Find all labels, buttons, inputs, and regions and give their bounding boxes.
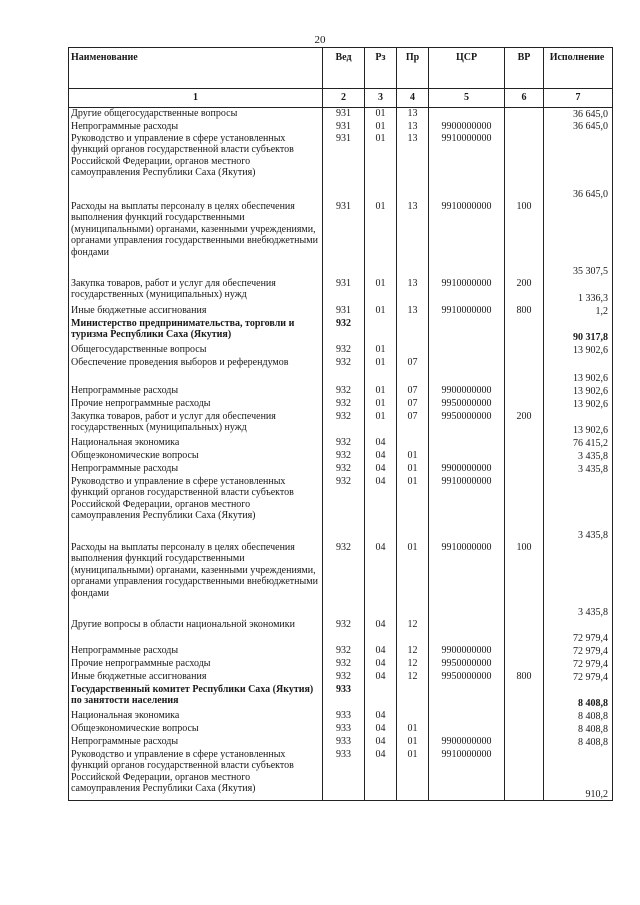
row-amount: 8 408,8 <box>544 684 613 710</box>
row-amount: 13 902,6 <box>544 344 613 357</box>
row-csr <box>429 357 505 385</box>
row-vr: 800 <box>505 305 544 318</box>
row-csr: 9950000000 <box>429 658 505 671</box>
row-ved: 933 <box>323 684 365 710</box>
row-pr: 12 <box>397 645 429 658</box>
row-amount: 13 902,6 <box>544 411 613 437</box>
table-row <box>69 671 613 684</box>
row-ved: 933 <box>323 736 365 749</box>
row-ved: 932 <box>323 671 365 684</box>
row-name: Прочие непрограммные расходы <box>69 398 323 411</box>
row-name: Общеэкономические вопросы <box>69 723 323 736</box>
row-vr: 100 <box>505 542 544 619</box>
row-rz: 01 <box>365 398 397 411</box>
header-rz: Рз <box>365 48 397 89</box>
row-pr: 13 <box>397 121 429 133</box>
row-rz: 01 <box>365 385 397 398</box>
row-name: Другие общегосударственные вопросы <box>69 108 323 121</box>
table-row <box>69 201 613 278</box>
row-rz: 04 <box>365 542 397 619</box>
row-amount: 90 317,8 <box>544 318 613 344</box>
row-amount: 3 435,8 <box>544 463 613 476</box>
row-amount: 3 435,8 <box>544 476 613 542</box>
row-pr: 01 <box>397 749 429 801</box>
table-body <box>69 108 613 801</box>
row-pr: 01 <box>397 736 429 749</box>
row-ved: 932 <box>323 645 365 658</box>
table-row <box>69 542 613 619</box>
header-csr: ЦСР <box>429 48 505 89</box>
row-rz: 01 <box>365 357 397 385</box>
row-name: Общеэкономические вопросы <box>69 450 323 463</box>
column-number: 4 <box>397 89 429 108</box>
row-vr: 800 <box>505 671 544 684</box>
row-rz: 04 <box>365 463 397 476</box>
column-number: 2 <box>323 89 365 108</box>
row-vr: 200 <box>505 278 544 305</box>
row-pr: 13 <box>397 305 429 318</box>
row-vr <box>505 385 544 398</box>
row-csr <box>429 344 505 357</box>
table-row <box>69 411 613 437</box>
header-ved: Вед <box>323 48 365 89</box>
row-pr: 13 <box>397 201 429 278</box>
row-pr: 12 <box>397 658 429 671</box>
row-ved: 932 <box>323 437 365 450</box>
row-pr: 12 <box>397 671 429 684</box>
row-ved: 931 <box>323 133 365 201</box>
row-name: Другие вопросы в области национальной экономики <box>69 619 323 645</box>
row-pr: 07 <box>397 411 429 437</box>
row-vr: 100 <box>505 201 544 278</box>
table-row <box>69 133 613 201</box>
row-name: Руководство и управление в сфере установленных функций органов государственной власти субъектов Российской Федерации, органов местного самоуправления Республики Саха (Якутия) <box>69 749 323 801</box>
row-amount: 72 979,4 <box>544 671 613 684</box>
row-pr: 13 <box>397 278 429 305</box>
row-amount: 8 408,8 <box>544 710 613 723</box>
row-rz: 04 <box>365 619 397 645</box>
row-ved: 932 <box>323 463 365 476</box>
row-vr <box>505 749 544 801</box>
row-ved: 932 <box>323 344 365 357</box>
row-amount: 8 408,8 <box>544 736 613 749</box>
row-rz: 01 <box>365 121 397 133</box>
row-csr <box>429 450 505 463</box>
row-csr <box>429 619 505 645</box>
row-csr: 9910000000 <box>429 201 505 278</box>
row-rz: 01 <box>365 108 397 121</box>
table-row <box>69 710 613 723</box>
row-name: Национальная экономика <box>69 710 323 723</box>
row-ved: 932 <box>323 398 365 411</box>
row-ved: 933 <box>323 710 365 723</box>
row-name: Прочие непрограммные расходы <box>69 658 323 671</box>
row-csr <box>429 723 505 736</box>
row-csr: 9900000000 <box>429 463 505 476</box>
header-pr: Пр <box>397 48 429 89</box>
row-amount: 8 408,8 <box>544 723 613 736</box>
table-row <box>69 450 613 463</box>
row-name: Национальная экономика <box>69 437 323 450</box>
table-row <box>69 437 613 450</box>
row-rz: 01 <box>365 201 397 278</box>
row-vr <box>505 108 544 121</box>
row-csr: 9910000000 <box>429 749 505 801</box>
row-rz: 01 <box>365 411 397 437</box>
row-name: Обеспечение проведения выборов и референдумов <box>69 357 323 385</box>
row-name: Министерство предпринимательства, торговли и туризма Республики Саха (Якутия) <box>69 318 323 344</box>
row-csr <box>429 318 505 344</box>
table-row <box>69 476 613 542</box>
table-row <box>69 278 613 305</box>
table-row <box>69 684 613 710</box>
row-pr <box>397 684 429 710</box>
table-row <box>69 619 613 645</box>
row-ved: 932 <box>323 476 365 542</box>
row-vr <box>505 344 544 357</box>
row-pr <box>397 710 429 723</box>
row-csr: 9910000000 <box>429 278 505 305</box>
table-row <box>69 344 613 357</box>
row-rz: 01 <box>365 344 397 357</box>
row-vr <box>505 133 544 201</box>
row-ved: 932 <box>323 450 365 463</box>
header-amount: Исполнение <box>544 48 613 89</box>
row-vr <box>505 619 544 645</box>
row-csr: 9910000000 <box>429 542 505 619</box>
table-header <box>69 48 613 108</box>
row-name: Непрограммные расходы <box>69 645 323 658</box>
row-vr <box>505 357 544 385</box>
row-rz: 04 <box>365 710 397 723</box>
row-name: Иные бюджетные ассигнования <box>69 671 323 684</box>
row-name: Расходы на выплаты персоналу в целях обеспечения выполнения функций государственными (муниципальными) органами, казенными учреждениями, органами управления государственными внебюджетными фондами <box>69 201 323 278</box>
header-name: Наименование <box>69 48 323 89</box>
row-pr <box>397 318 429 344</box>
column-number: 5 <box>429 89 505 108</box>
row-name: Государственный комитет Республики Саха (Якутия) по занятости населения <box>69 684 323 710</box>
row-ved: 931 <box>323 108 365 121</box>
table-row <box>69 357 613 385</box>
row-csr: 9910000000 <box>429 476 505 542</box>
row-pr: 07 <box>397 357 429 385</box>
row-ved: 932 <box>323 542 365 619</box>
header-row <box>69 48 613 89</box>
row-pr: 01 <box>397 450 429 463</box>
table-row <box>69 749 613 801</box>
column-number: 3 <box>365 89 397 108</box>
row-name: Руководство и управление в сфере установленных функций органов государственной власти субъектов Российской Федерации, органов местного самоуправления Республики Саха (Якутия) <box>69 476 323 542</box>
row-rz: 04 <box>365 645 397 658</box>
row-rz: 04 <box>365 749 397 801</box>
page-number: 20 <box>314 34 326 46</box>
row-vr <box>505 450 544 463</box>
row-vr: 200 <box>505 411 544 437</box>
row-amount: 36 645,0 <box>544 133 613 201</box>
row-ved: 931 <box>323 201 365 278</box>
row-csr: 9950000000 <box>429 671 505 684</box>
table-row <box>69 463 613 476</box>
row-ved: 932 <box>323 411 365 437</box>
column-number: 6 <box>505 89 544 108</box>
row-ved: 931 <box>323 278 365 305</box>
row-csr: 9950000000 <box>429 398 505 411</box>
row-ved: 933 <box>323 749 365 801</box>
row-vr <box>505 463 544 476</box>
row-csr: 9910000000 <box>429 305 505 318</box>
row-vr <box>505 736 544 749</box>
row-pr <box>397 344 429 357</box>
row-ved: 932 <box>323 357 365 385</box>
row-ved: 931 <box>323 121 365 133</box>
row-amount: 72 979,4 <box>544 619 613 645</box>
row-ved: 932 <box>323 658 365 671</box>
row-csr <box>429 437 505 450</box>
row-name: Руководство и управление в сфере установленных функций органов государственной власти субъектов Российской Федерации, органов местного самоуправления Республики Саха (Якутия) <box>69 133 323 201</box>
row-name: Расходы на выплаты персоналу в целях обеспечения выполнения функций государственными (муниципальными) органами, казенными учреждениями, органами управления государственными внебюджетными фондами <box>69 542 323 619</box>
row-pr: 01 <box>397 476 429 542</box>
header-vr: ВР <box>505 48 544 89</box>
table-row <box>69 398 613 411</box>
row-csr: 9950000000 <box>429 411 505 437</box>
row-amount: 35 307,5 <box>544 201 613 278</box>
row-rz: 04 <box>365 723 397 736</box>
row-ved: 931 <box>323 305 365 318</box>
row-amount: 3 435,8 <box>544 450 613 463</box>
row-name: Непрограммные расходы <box>69 736 323 749</box>
table-row <box>69 318 613 344</box>
table-row <box>69 736 613 749</box>
table-row <box>69 645 613 658</box>
budget-table-container <box>68 47 613 801</box>
row-rz: 01 <box>365 278 397 305</box>
row-csr <box>429 710 505 723</box>
row-rz <box>365 318 397 344</box>
row-csr: 9900000000 <box>429 385 505 398</box>
column-number: 7 <box>544 89 613 108</box>
table-row <box>69 723 613 736</box>
row-rz: 04 <box>365 658 397 671</box>
row-name: Непрограммные расходы <box>69 463 323 476</box>
row-name: Закупка товаров, работ и услуг для обеспечения государственных (муниципальных) нужд <box>69 278 323 305</box>
row-pr: 13 <box>397 133 429 201</box>
row-amount: 3 435,8 <box>544 542 613 619</box>
row-pr: 07 <box>397 398 429 411</box>
row-ved: 933 <box>323 723 365 736</box>
row-pr: 01 <box>397 542 429 619</box>
row-vr <box>505 645 544 658</box>
row-csr: 9900000000 <box>429 645 505 658</box>
row-vr <box>505 658 544 671</box>
row-csr: 9900000000 <box>429 121 505 133</box>
table-row <box>69 305 613 318</box>
row-pr: 12 <box>397 619 429 645</box>
table-row <box>69 658 613 671</box>
row-pr: 01 <box>397 463 429 476</box>
row-vr <box>505 710 544 723</box>
row-ved: 932 <box>323 318 365 344</box>
row-amount: 1 336,3 <box>544 278 613 305</box>
row-vr <box>505 398 544 411</box>
row-vr <box>505 437 544 450</box>
row-amount: 36 645,0 <box>544 108 613 121</box>
row-amount: 72 979,4 <box>544 645 613 658</box>
row-amount: 13 902,6 <box>544 385 613 398</box>
column-number: 1 <box>69 89 323 108</box>
row-vr <box>505 121 544 133</box>
row-amount: 72 979,4 <box>544 658 613 671</box>
row-rz: 01 <box>365 133 397 201</box>
table-row <box>69 121 613 133</box>
row-amount: 76 415,2 <box>544 437 613 450</box>
row-pr <box>397 437 429 450</box>
row-csr: 9900000000 <box>429 736 505 749</box>
row-csr: 9910000000 <box>429 133 505 201</box>
row-csr <box>429 684 505 710</box>
row-name: Закупка товаров, работ и услуг для обеспечения государственных (муниципальных) нужд <box>69 411 323 437</box>
column-number-row <box>69 89 613 108</box>
row-amount: 1,2 <box>544 305 613 318</box>
row-pr: 13 <box>397 108 429 121</box>
row-rz: 04 <box>365 476 397 542</box>
row-pr: 07 <box>397 385 429 398</box>
row-name: Иные бюджетные ассигнования <box>69 305 323 318</box>
row-rz: 04 <box>365 671 397 684</box>
table-row <box>69 108 613 121</box>
row-vr <box>505 318 544 344</box>
table-row <box>69 385 613 398</box>
row-rz: 04 <box>365 437 397 450</box>
row-amount: 13 902,6 <box>544 398 613 411</box>
row-ved: 932 <box>323 619 365 645</box>
row-amount: 910,2 <box>544 749 613 801</box>
row-rz: 04 <box>365 736 397 749</box>
row-csr <box>429 108 505 121</box>
row-ved: 932 <box>323 385 365 398</box>
row-rz <box>365 684 397 710</box>
row-name: Непрограммные расходы <box>69 121 323 133</box>
row-vr <box>505 684 544 710</box>
row-amount: 13 902,6 <box>544 357 613 385</box>
row-vr <box>505 723 544 736</box>
row-vr <box>505 476 544 542</box>
budget-execution-table <box>68 47 613 801</box>
row-pr: 01 <box>397 723 429 736</box>
row-name: Общегосударственные вопросы <box>69 344 323 357</box>
row-name: Непрограммные расходы <box>69 385 323 398</box>
row-rz: 04 <box>365 450 397 463</box>
row-amount: 36 645,0 <box>544 121 613 133</box>
row-rz: 01 <box>365 305 397 318</box>
